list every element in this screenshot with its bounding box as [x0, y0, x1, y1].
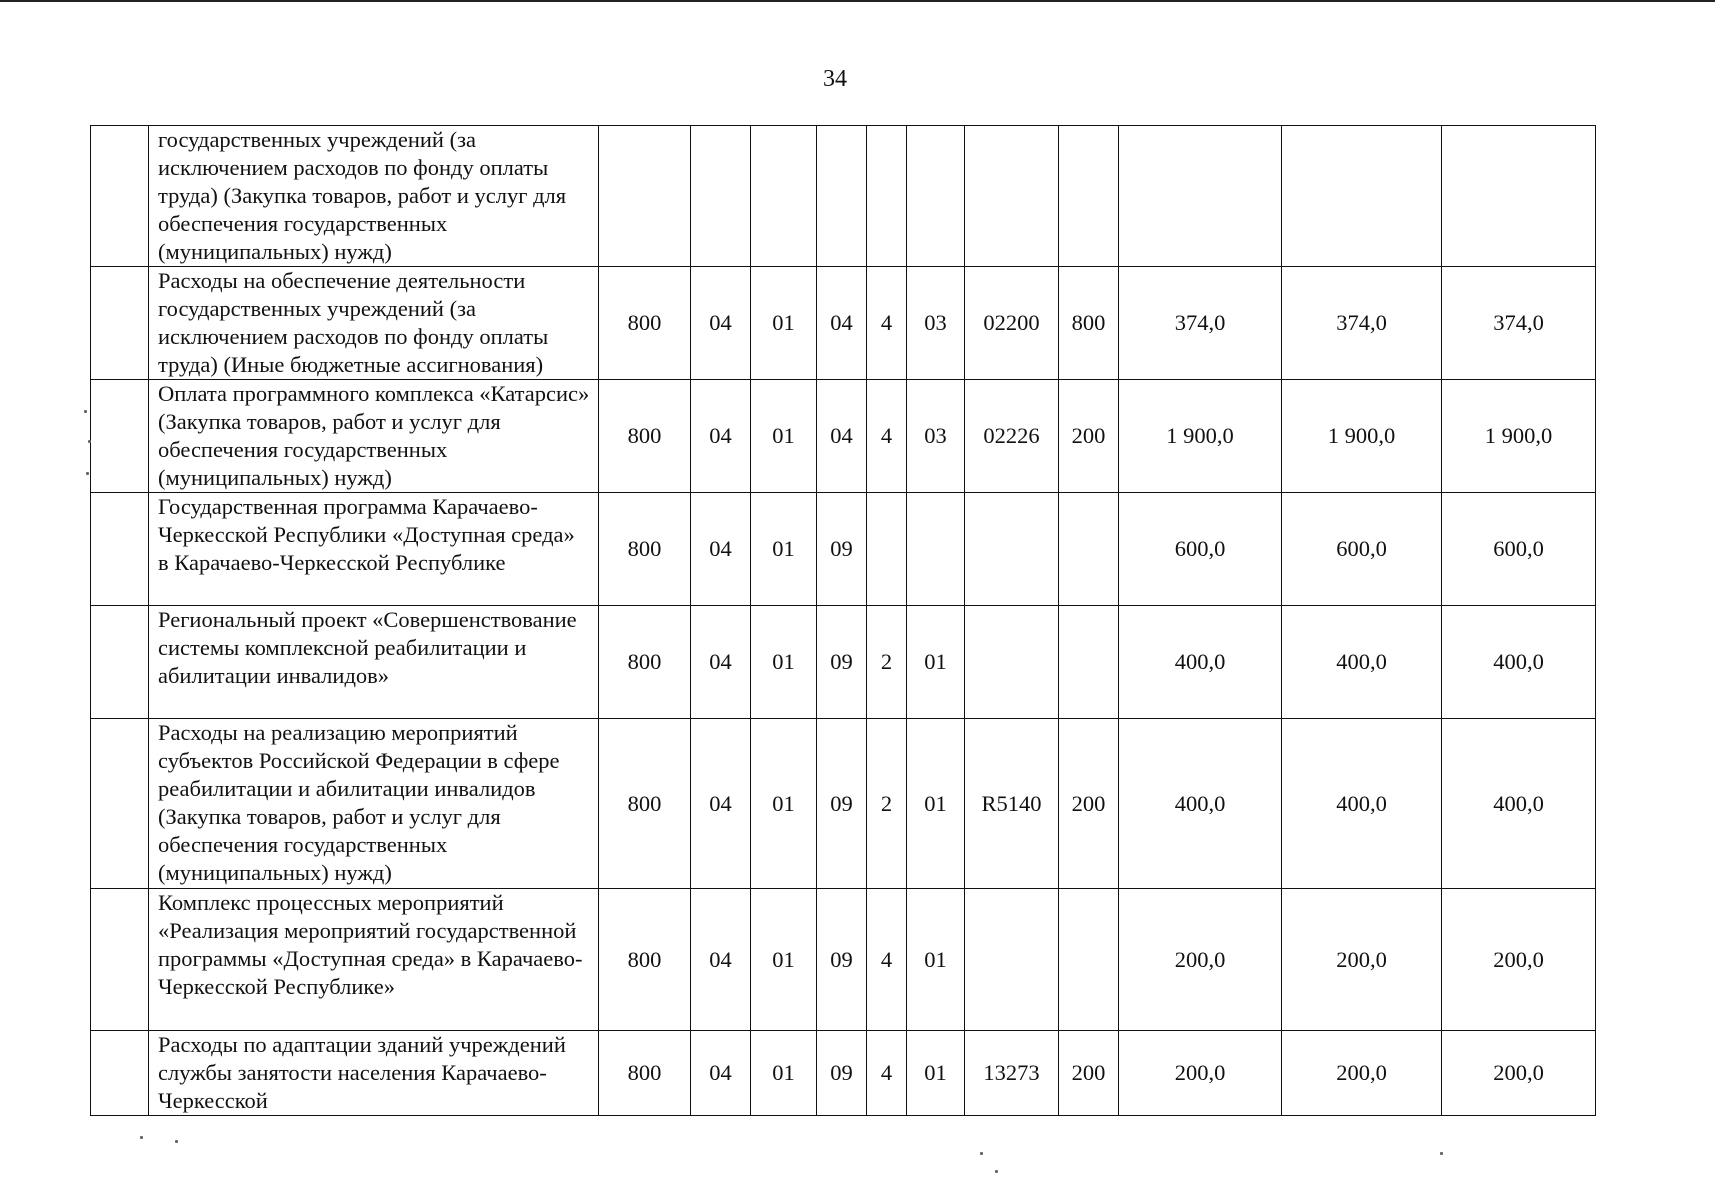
expense-type-cell: 800 — [1059, 267, 1119, 380]
program-cell: 09 — [817, 889, 867, 1031]
direction-cell — [965, 126, 1059, 267]
scan-speck — [980, 1152, 983, 1155]
rz-cell: 04 — [691, 1031, 751, 1116]
measure-cell — [907, 126, 965, 267]
expense-type-cell — [1059, 889, 1119, 1031]
item-name-cell: Оплата программного комплекса «Катарсис» (Закупка товаров, работ и услуг для обеспечения государственных (муниципальных) нужд) — [149, 380, 599, 493]
measure-cell: 01 — [907, 606, 965, 719]
row-number-cell — [91, 493, 149, 606]
amount-year3-cell: 200,0 — [1442, 1031, 1596, 1116]
expense-type-cell: 200 — [1059, 380, 1119, 493]
program-cell: 09 — [817, 493, 867, 606]
amount-year3-cell — [1442, 126, 1596, 267]
direction-cell: 13273 — [965, 1031, 1059, 1116]
amount-year2-cell: 1 900,0 — [1282, 380, 1442, 493]
scan-speck — [88, 440, 91, 443]
pr-cell: 01 — [751, 493, 817, 606]
amount-year3-cell: 1 900,0 — [1442, 380, 1596, 493]
pr-cell: 01 — [751, 1031, 817, 1116]
measure-cell — [907, 493, 965, 606]
pr-cell: 01 — [751, 889, 817, 1031]
scan-speck — [84, 410, 87, 413]
expense-type-cell — [1059, 126, 1119, 267]
subprogram-cell: 4 — [867, 267, 907, 380]
amount-year2-cell: 400,0 — [1282, 606, 1442, 719]
rz-cell: 04 — [691, 493, 751, 606]
amount-year2-cell — [1282, 126, 1442, 267]
amount-year2-cell: 200,0 — [1282, 889, 1442, 1031]
amount-year2-cell: 400,0 — [1282, 719, 1442, 889]
scan-speck — [140, 1136, 143, 1139]
ved-cell: 800 — [599, 267, 691, 380]
direction-cell: 02226 — [965, 380, 1059, 493]
item-name-cell: Расходы на реализацию мероприятий субъектов Российской Федерации в сфере реабилитации и абилитации инвалидов (Закупка товаров, работ и услуг для обеспечения государственных (муниципальных) нужд) — [149, 719, 599, 889]
pr-cell: 01 — [751, 606, 817, 719]
amount-year3-cell: 400,0 — [1442, 606, 1596, 719]
table-row — [91, 889, 1596, 1031]
pr-cell: 01 — [751, 719, 817, 889]
subprogram-cell: 2 — [867, 719, 907, 889]
budget-table-container — [90, 125, 1596, 1116]
amount-year1-cell: 400,0 — [1119, 606, 1282, 719]
row-number-cell — [91, 267, 149, 380]
rz-cell: 04 — [691, 889, 751, 1031]
ved-cell — [599, 126, 691, 267]
subprogram-cell: 4 — [867, 380, 907, 493]
table-row — [91, 719, 1596, 889]
direction-cell: R5140 — [965, 719, 1059, 889]
amount-year1-cell: 374,0 — [1119, 267, 1282, 380]
amount-year1-cell: 400,0 — [1119, 719, 1282, 889]
amount-year2-cell: 600,0 — [1282, 493, 1442, 606]
page-number: 34 — [823, 66, 847, 92]
table-row — [91, 126, 1596, 267]
ved-cell: 800 — [599, 380, 691, 493]
amount-year1-cell: 1 900,0 — [1119, 380, 1282, 493]
program-cell: 09 — [817, 719, 867, 889]
row-number-cell — [91, 606, 149, 719]
ved-cell: 800 — [599, 1031, 691, 1116]
item-name-cell: государственных учреждений (за исключением расходов по фонду оплаты труда) (Закупка товаров, работ и услуг для обеспечения государственных (муниципальных) нужд) — [149, 126, 599, 267]
ved-cell: 800 — [599, 719, 691, 889]
scan-speck — [175, 1140, 178, 1143]
measure-cell: 03 — [907, 267, 965, 380]
measure-cell: 01 — [907, 1031, 965, 1116]
program-cell: 04 — [817, 380, 867, 493]
rz-cell: 04 — [691, 267, 751, 380]
measure-cell: 01 — [907, 889, 965, 1031]
amount-year3-cell: 400,0 — [1442, 719, 1596, 889]
rz-cell: 04 — [691, 606, 751, 719]
ved-cell: 800 — [599, 889, 691, 1031]
subprogram-cell: 2 — [867, 606, 907, 719]
amount-year1-cell: 200,0 — [1119, 889, 1282, 1031]
item-name-cell: Расходы на обеспечение деятельности государственных учреждений (за исключением расходов по фонду оплаты труда) (Иные бюджетные ассигнования) — [149, 267, 599, 380]
table-row — [91, 267, 1596, 380]
program-cell: 04 — [817, 267, 867, 380]
item-name-cell: Комплекс процессных мероприятий «Реализация мероприятий государственной программы «Доступная среда» в Карачаево-Черкесской Республике» — [149, 889, 599, 1031]
row-number-cell — [91, 1031, 149, 1116]
expense-type-cell — [1059, 606, 1119, 719]
row-number-cell — [91, 889, 149, 1031]
subprogram-cell: 4 — [867, 1031, 907, 1116]
program-cell: 09 — [817, 606, 867, 719]
amount-year3-cell: 600,0 — [1442, 493, 1596, 606]
amount-year1-cell — [1119, 126, 1282, 267]
subprogram-cell — [867, 126, 907, 267]
program-cell: 09 — [817, 1031, 867, 1116]
amount-year2-cell: 374,0 — [1282, 267, 1442, 380]
scan-speck — [995, 1170, 998, 1173]
row-number-cell — [91, 126, 149, 267]
top-rule — [0, 0, 1715, 2]
ved-cell: 800 — [599, 493, 691, 606]
amount-year2-cell: 200,0 — [1282, 1031, 1442, 1116]
direction-cell — [965, 606, 1059, 719]
item-name-cell: Региональный проект «Совершенствование системы комплексной реабилитации и абилитации инвалидов» — [149, 606, 599, 719]
subprogram-cell — [867, 493, 907, 606]
expense-type-cell: 200 — [1059, 1031, 1119, 1116]
program-cell — [817, 126, 867, 267]
expense-type-cell — [1059, 493, 1119, 606]
table-row — [91, 606, 1596, 719]
rz-cell: 04 — [691, 380, 751, 493]
direction-cell — [965, 493, 1059, 606]
scan-speck — [1440, 1152, 1443, 1155]
rz-cell: 04 — [691, 719, 751, 889]
measure-cell: 03 — [907, 380, 965, 493]
pr-cell — [751, 126, 817, 267]
ved-cell: 800 — [599, 606, 691, 719]
table-row — [91, 380, 1596, 493]
subprogram-cell: 4 — [867, 889, 907, 1031]
measure-cell: 01 — [907, 719, 965, 889]
table-row — [91, 493, 1596, 606]
item-name-cell: Расходы по адаптации зданий учреждений службы занятости населения Карачаево-Черкесской — [149, 1031, 599, 1116]
expense-type-cell: 200 — [1059, 719, 1119, 889]
amount-year3-cell: 200,0 — [1442, 889, 1596, 1031]
scan-speck — [86, 472, 89, 475]
amount-year3-cell: 374,0 — [1442, 267, 1596, 380]
table-body — [91, 126, 1596, 1116]
pr-cell: 01 — [751, 380, 817, 493]
amount-year1-cell: 600,0 — [1119, 493, 1282, 606]
direction-cell: 02200 — [965, 267, 1059, 380]
row-number-cell — [91, 380, 149, 493]
pr-cell: 01 — [751, 267, 817, 380]
table-row — [91, 1031, 1596, 1116]
rz-cell — [691, 126, 751, 267]
amount-year1-cell: 200,0 — [1119, 1031, 1282, 1116]
item-name-cell: Государственная программа Карачаево-Черкесской Республики «Доступная среда» в Карачаево-Черкесской Республике — [149, 493, 599, 606]
budget-table — [90, 125, 1596, 1116]
row-number-cell — [91, 719, 149, 889]
direction-cell — [965, 889, 1059, 1031]
